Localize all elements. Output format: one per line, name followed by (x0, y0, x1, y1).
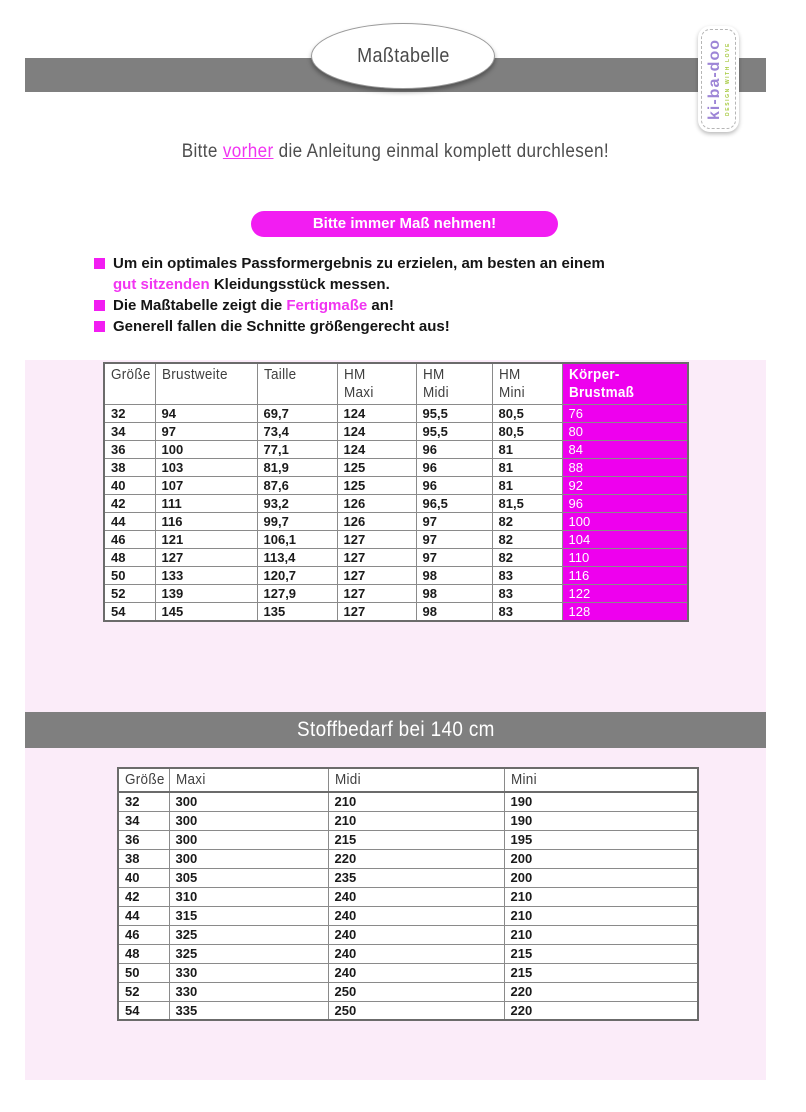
table-cell: 127,9 (257, 585, 337, 603)
header-label: HM (422, 366, 445, 383)
bullet-item (94, 316, 734, 337)
table-cell: 40 (118, 868, 169, 887)
table-cell: 34 (118, 811, 169, 830)
table-cell: 42 (104, 495, 155, 513)
table-cell: 36 (118, 830, 169, 849)
bullet-text (113, 316, 450, 337)
table-cell: 44 (118, 906, 169, 925)
table-cell: 210 (504, 906, 698, 925)
text-run: Die Maßtabelle zeigt die (113, 297, 287, 314)
table-cell: 220 (328, 849, 504, 868)
column-header-hm-mini (492, 363, 562, 405)
table-cell: 122 (562, 585, 688, 603)
table-cell: 81 (492, 477, 562, 495)
table-cell: 215 (328, 830, 504, 849)
table-cell: 95,5 (416, 405, 492, 423)
table-cell: 40 (104, 477, 155, 495)
table-cell: 80,5 (492, 423, 562, 441)
table-cell: 215 (504, 944, 698, 963)
text-run: Generell fallen die Schnitte größengerecht aus! (113, 318, 450, 335)
table-cell: 93,2 (257, 495, 337, 513)
table-cell: 195 (504, 830, 698, 849)
table-cell: 95,5 (416, 423, 492, 441)
table-cell: 300 (169, 830, 328, 849)
table-row (104, 495, 688, 513)
column-header-taille (257, 363, 337, 405)
header-label: Mini (498, 384, 525, 401)
bullet-text (113, 253, 605, 295)
table-cell: 99,7 (257, 513, 337, 531)
column-header-brustweite (155, 363, 257, 405)
table-cell: 300 (169, 811, 328, 830)
brand-tag (698, 26, 739, 132)
table-cell: 125 (337, 459, 416, 477)
table-row (104, 459, 688, 477)
header-label: Mini (510, 771, 537, 788)
table-cell: 81 (492, 441, 562, 459)
fabric-table (117, 767, 699, 1021)
header-label: Größe (125, 771, 165, 788)
table-cell: 127 (337, 585, 416, 603)
table-row (118, 811, 698, 830)
table-cell: 125 (337, 477, 416, 495)
table-cell: 38 (118, 849, 169, 868)
size-table-header-row (104, 363, 688, 405)
table-row (104, 405, 688, 423)
page-title: Maßtabelle (356, 44, 450, 67)
table-row (104, 531, 688, 549)
table-cell: 300 (169, 792, 328, 811)
table-cell: 82 (492, 549, 562, 567)
table-row (104, 477, 688, 495)
table-cell: 300 (169, 849, 328, 868)
table-row (104, 567, 688, 585)
header-label: Maxi (175, 771, 206, 788)
table-cell: 124 (337, 423, 416, 441)
table-cell: 111 (155, 495, 257, 513)
table-cell: 98 (416, 603, 492, 622)
bullet-text (113, 295, 394, 316)
table-cell: 250 (328, 1001, 504, 1020)
table-row (104, 585, 688, 603)
text-run-highlight: Fertigmaße (286, 297, 368, 314)
table-cell: 330 (169, 982, 328, 1001)
table-cell: 73,4 (257, 423, 337, 441)
table-cell: 84 (562, 441, 688, 459)
title-ellipse (311, 23, 495, 89)
table-cell: 96 (416, 477, 492, 495)
header-label: Körper- (568, 366, 620, 383)
table-cell: 82 (492, 513, 562, 531)
table-row (118, 830, 698, 849)
table-cell: 46 (104, 531, 155, 549)
table-row (118, 849, 698, 868)
bullet-list (94, 253, 734, 337)
table-cell: 220 (504, 1001, 698, 1020)
table-cell: 48 (118, 944, 169, 963)
table-cell: 127 (337, 531, 416, 549)
table-cell: 190 (504, 792, 698, 811)
table-row (104, 441, 688, 459)
table-cell: 76 (562, 405, 688, 423)
table-cell: 325 (169, 944, 328, 963)
table-cell: 36 (104, 441, 155, 459)
table-row (104, 549, 688, 567)
intro-prefix: Bitte (181, 141, 224, 162)
table-cell: 127 (155, 549, 257, 567)
table-row (104, 603, 688, 622)
table-cell: 124 (337, 441, 416, 459)
table-cell: 83 (492, 585, 562, 603)
header-label: Maxi (343, 384, 374, 401)
bullet-square-icon (94, 321, 105, 332)
header-label: Midi (334, 771, 361, 788)
table-cell: 38 (104, 459, 155, 477)
column-header-groesse (104, 363, 155, 405)
intro-heading (25, 141, 766, 163)
table-cell: 82 (492, 531, 562, 549)
table-cell: 104 (562, 531, 688, 549)
table-row (118, 944, 698, 963)
header-label: Brustweite (161, 366, 228, 383)
table-cell: 80 (562, 423, 688, 441)
table-cell: 120,7 (257, 567, 337, 585)
bullet-square-icon (94, 300, 105, 311)
column-header-midi (328, 768, 504, 792)
table-cell: 32 (104, 405, 155, 423)
table-cell: 87,6 (257, 477, 337, 495)
table-cell: 100 (155, 441, 257, 459)
intro-suffix: die Anleitung einmal komplett durchlesen! (273, 141, 610, 162)
table-cell: 240 (328, 963, 504, 982)
table-row (118, 1001, 698, 1020)
table-cell: 98 (416, 567, 492, 585)
table-cell: 126 (337, 513, 416, 531)
table-cell: 103 (155, 459, 257, 477)
table-cell: 96 (562, 495, 688, 513)
table-cell: 83 (492, 603, 562, 622)
size-table (103, 362, 689, 622)
table-cell: 325 (169, 925, 328, 944)
table-cell: 145 (155, 603, 257, 622)
table-cell: 124 (337, 405, 416, 423)
table-cell: 32 (118, 792, 169, 811)
table-row (118, 868, 698, 887)
table-cell: 210 (504, 925, 698, 944)
table-cell: 42 (118, 887, 169, 906)
header-label: Brustmaß (568, 384, 634, 401)
table-cell: 139 (155, 585, 257, 603)
table-cell: 97 (416, 513, 492, 531)
table-cell: 116 (155, 513, 257, 531)
brand-tagline: DESIGN WITH LOVE (725, 42, 731, 116)
table-cell: 48 (104, 549, 155, 567)
table-row (118, 982, 698, 1001)
table-cell: 106,1 (257, 531, 337, 549)
table-cell: 116 (562, 567, 688, 585)
header-label: Midi (422, 384, 449, 401)
header-label: Größe (111, 366, 151, 383)
fabric-section-title: Stoffbedarf bei 140 cm (296, 718, 495, 741)
table-cell: 250 (328, 982, 504, 1001)
table-cell: 127 (337, 549, 416, 567)
bullet-square-icon (94, 258, 105, 269)
table-cell: 97 (155, 423, 257, 441)
table-cell: 240 (328, 906, 504, 925)
column-header-mini (504, 768, 698, 792)
table-cell: 335 (169, 1001, 328, 1020)
text-run-highlight: gut sitzenden (113, 276, 210, 293)
fabric-table-header-row (118, 768, 698, 792)
table-cell: 83 (492, 567, 562, 585)
table-cell: 200 (504, 849, 698, 868)
table-cell: 44 (104, 513, 155, 531)
measure-banner-button[interactable]: Bitte immer Maß nehmen! (251, 211, 558, 237)
table-cell: 200 (504, 868, 698, 887)
table-row (118, 963, 698, 982)
fabric-section-bar (25, 712, 766, 748)
table-cell: 305 (169, 868, 328, 887)
column-header-maxi (169, 768, 328, 792)
table-cell: 235 (328, 868, 504, 887)
header-label: Taille (263, 366, 296, 383)
table-cell: 210 (328, 792, 504, 811)
table-cell: 133 (155, 567, 257, 585)
table-cell: 240 (328, 925, 504, 944)
table-cell: 127 (337, 603, 416, 622)
table-cell: 210 (504, 887, 698, 906)
table-cell: 240 (328, 944, 504, 963)
table-cell: 107 (155, 477, 257, 495)
table-cell: 69,7 (257, 405, 337, 423)
table-cell: 81,5 (492, 495, 562, 513)
table-cell: 96 (416, 441, 492, 459)
table-cell: 52 (118, 982, 169, 1001)
table-cell: 210 (328, 811, 504, 830)
table-row (104, 513, 688, 531)
table-cell: 135 (257, 603, 337, 622)
table-row (104, 423, 688, 441)
table-cell: 94 (155, 405, 257, 423)
bullet-item (94, 253, 734, 295)
column-header-groesse (118, 768, 169, 792)
table-cell: 121 (155, 531, 257, 549)
table-cell: 88 (562, 459, 688, 477)
table-cell: 128 (562, 603, 688, 622)
table-cell: 46 (118, 925, 169, 944)
table-cell: 96,5 (416, 495, 492, 513)
table-cell: 50 (104, 567, 155, 585)
table-cell: 126 (337, 495, 416, 513)
table-cell: 81 (492, 459, 562, 477)
table-cell: 80,5 (492, 405, 562, 423)
table-cell: 50 (118, 963, 169, 982)
text-run: Um ein optimales Passformergebnis zu erzielen, am besten an einem (113, 255, 605, 272)
table-cell: 96 (416, 459, 492, 477)
table-cell: 97 (416, 531, 492, 549)
table-cell: 54 (104, 603, 155, 622)
column-header-hm-maxi (337, 363, 416, 405)
text-run: Kleidungsstück messen. (209, 276, 390, 293)
table-cell: 52 (104, 585, 155, 603)
bullet-item (94, 295, 734, 316)
table-cell: 92 (562, 477, 688, 495)
table-cell: 113,4 (257, 549, 337, 567)
brand-name: ki-ba-doo (706, 38, 723, 120)
table-cell: 310 (169, 887, 328, 906)
header-label: HM (343, 366, 366, 383)
vorher-link[interactable]: vorher (223, 141, 274, 162)
table-cell: 215 (504, 963, 698, 982)
table-row (118, 906, 698, 925)
column-header-koerper-brustmass (562, 363, 688, 405)
table-cell: 330 (169, 963, 328, 982)
table-cell: 190 (504, 811, 698, 830)
header-label: HM (498, 366, 521, 383)
table-row (118, 925, 698, 944)
table-row (118, 887, 698, 906)
column-header-hm-midi (416, 363, 492, 405)
table-cell: 34 (104, 423, 155, 441)
table-cell: 240 (328, 887, 504, 906)
table-cell: 100 (562, 513, 688, 531)
table-cell: 54 (118, 1001, 169, 1020)
table-cell: 315 (169, 906, 328, 925)
table-cell: 97 (416, 549, 492, 567)
table-cell: 81,9 (257, 459, 337, 477)
table-cell: 110 (562, 549, 688, 567)
table-row (118, 792, 698, 811)
table-cell: 220 (504, 982, 698, 1001)
table-cell: 77,1 (257, 441, 337, 459)
table-cell: 127 (337, 567, 416, 585)
text-run: an! (367, 297, 394, 314)
table-cell: 98 (416, 585, 492, 603)
